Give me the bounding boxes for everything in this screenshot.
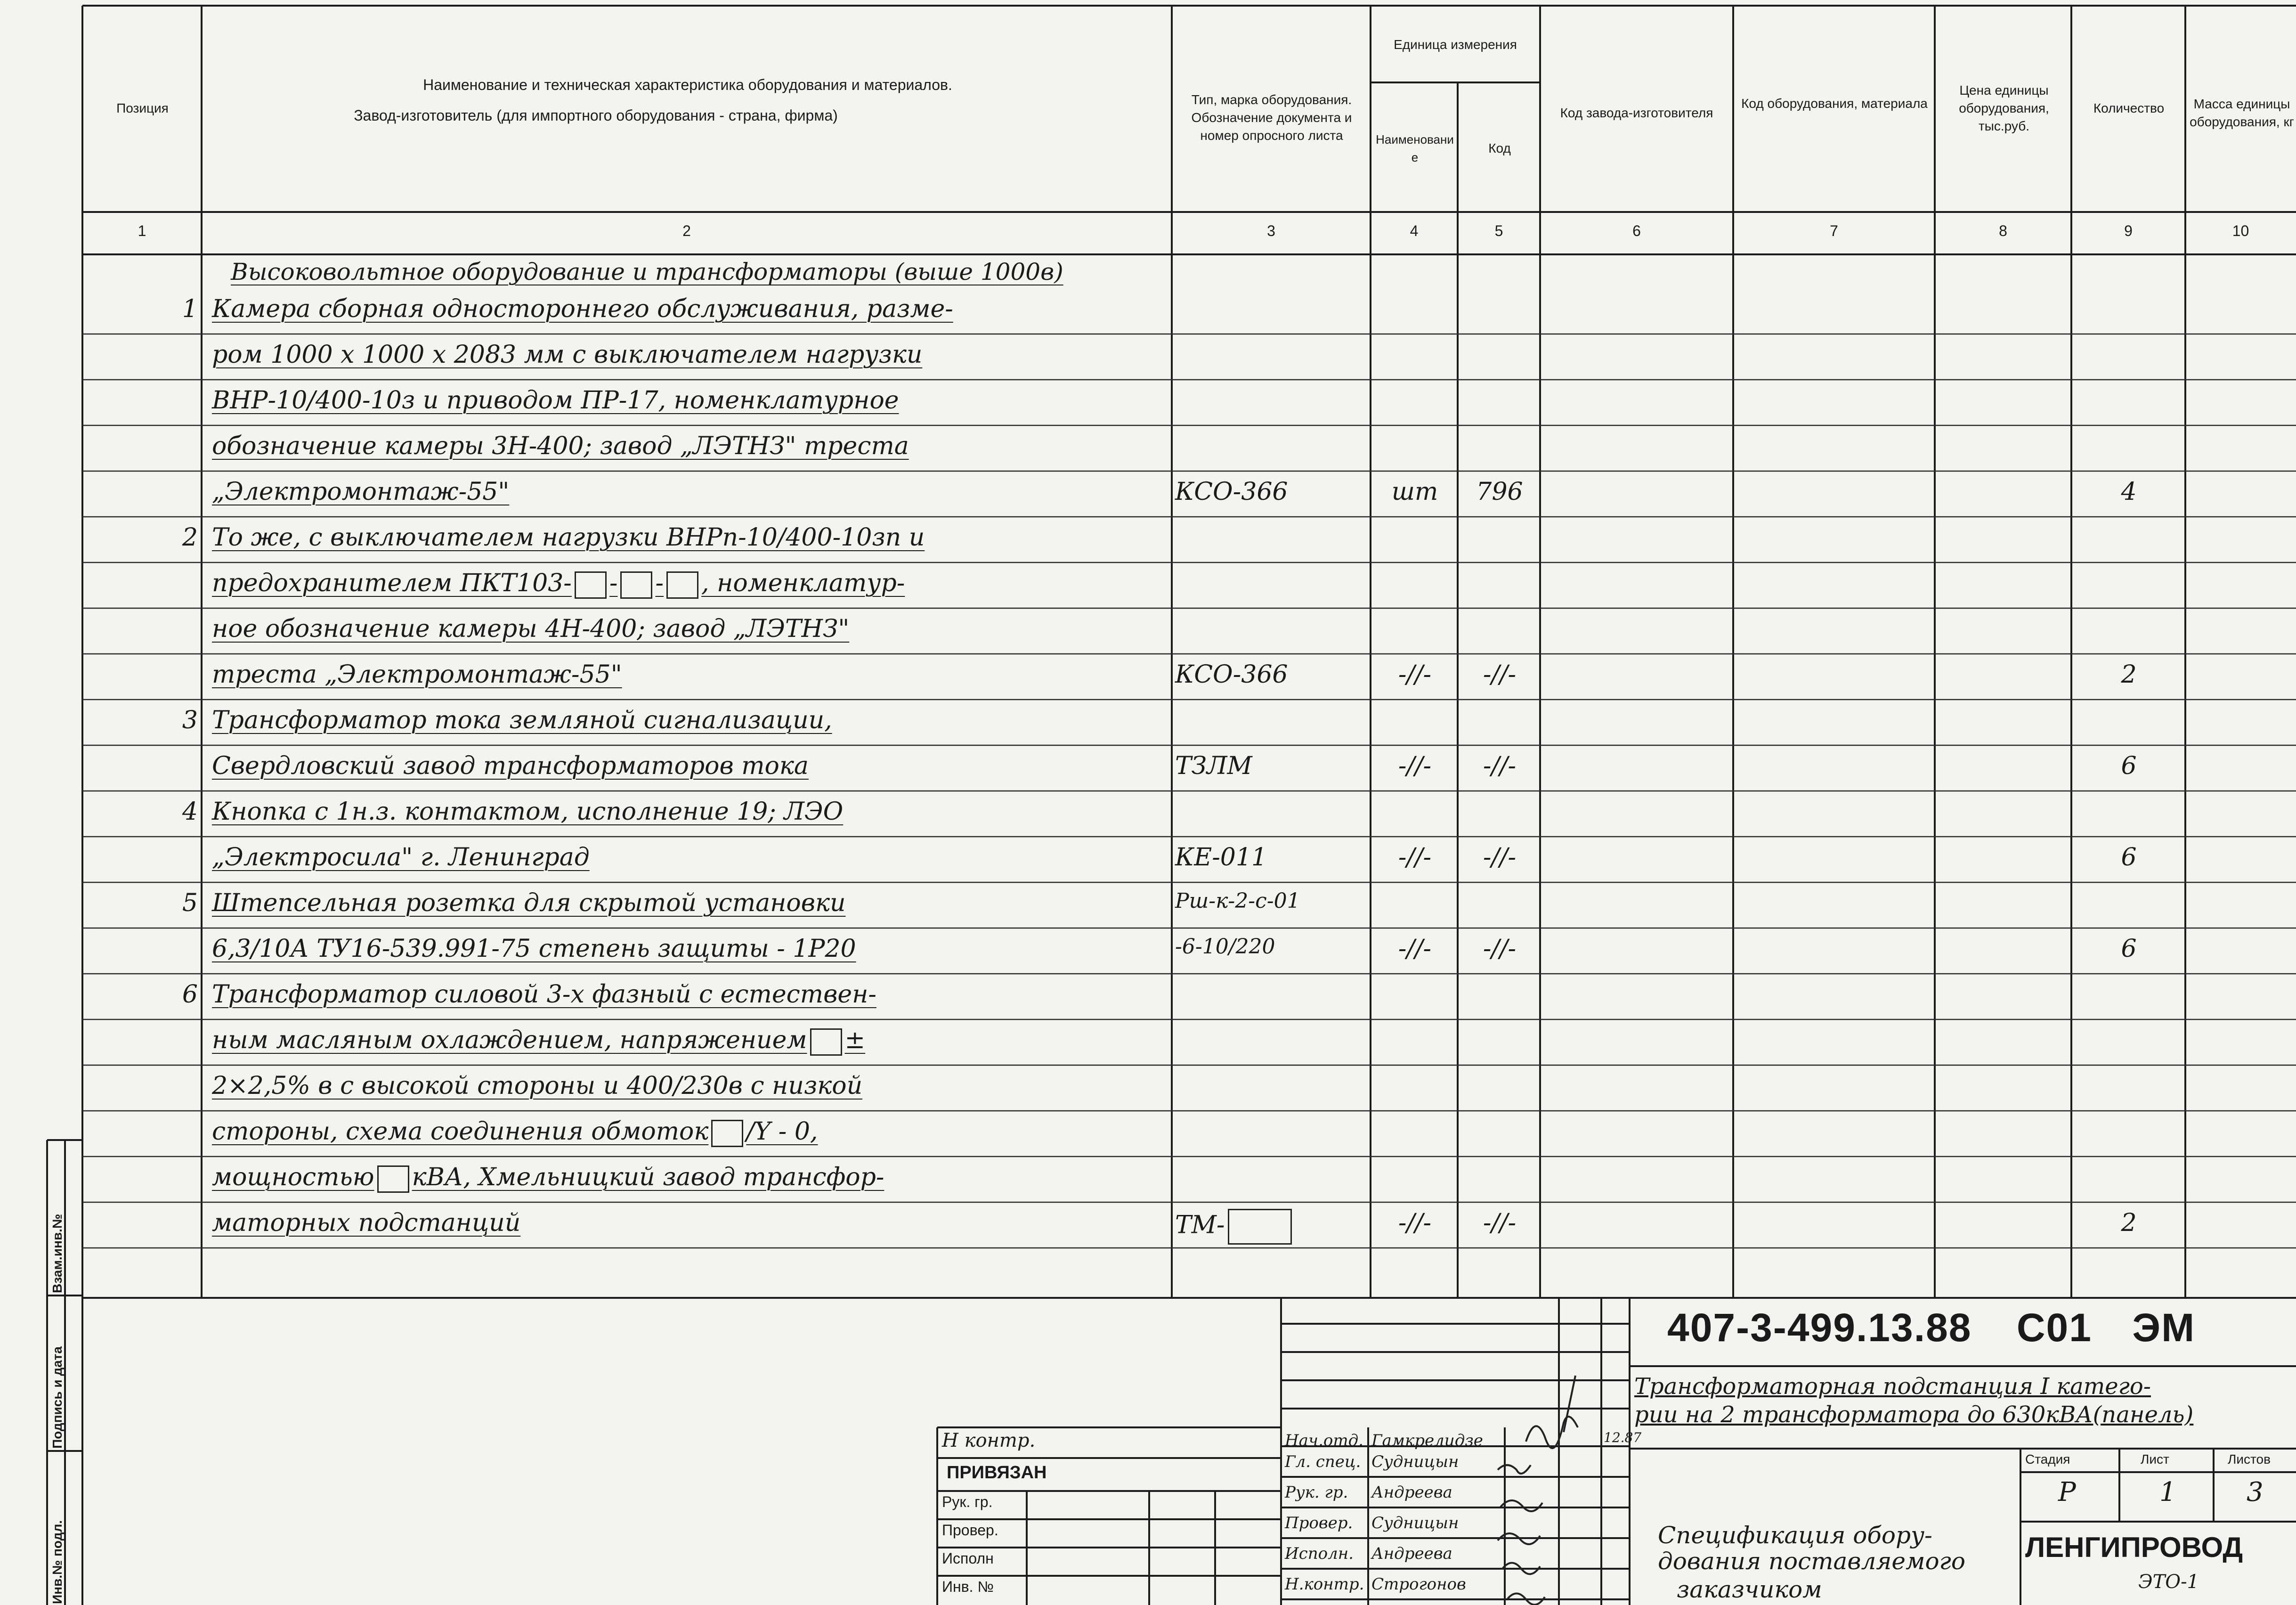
approval-name: Андреева bbox=[1371, 1544, 1452, 1563]
blank-box bbox=[620, 571, 652, 599]
row-description bbox=[212, 752, 809, 780]
column-number: 2 bbox=[682, 222, 691, 239]
row-quantity: 6 bbox=[2121, 843, 2137, 872]
sheet-title-line3: заказчиком bbox=[1677, 1576, 1822, 1603]
dash: - bbox=[655, 569, 664, 597]
column-number: 9 bbox=[2124, 222, 2133, 239]
row-description bbox=[212, 432, 909, 460]
approval-name: Гамкрелидзе bbox=[1371, 1431, 1483, 1450]
n-kontr-label: Н контр. bbox=[942, 1430, 1036, 1451]
blank-box bbox=[377, 1165, 409, 1193]
column-number: 4 bbox=[1410, 222, 1419, 239]
row-unit: шт bbox=[1391, 478, 1438, 506]
row-type: КСО-366 bbox=[1175, 660, 1288, 689]
row-description bbox=[212, 523, 925, 552]
column-number: 8 bbox=[1999, 222, 2007, 239]
row-description-text: Камера сборная одностороннего обслуживания, разме- bbox=[212, 295, 953, 323]
row-description-text: предохранителем ПКТ103- bbox=[212, 569, 572, 597]
row-description bbox=[212, 1209, 520, 1237]
header-equip-code: Код оборудования, материала bbox=[1741, 96, 1928, 111]
stage-value: Р bbox=[2058, 1477, 2076, 1507]
row-description-tail: кВА, Хмельницкий завод трансфор- bbox=[412, 1163, 884, 1191]
row-description bbox=[212, 889, 846, 917]
organization-code: ЭТО-1 bbox=[2138, 1571, 2199, 1593]
column-number: 10 bbox=[2232, 222, 2249, 239]
row-type: КЕ-011 bbox=[1175, 843, 1267, 872]
row-description bbox=[212, 478, 509, 506]
approval-role: Рук. гр. bbox=[1285, 1483, 1348, 1502]
row-description-tail: , номенклатур- bbox=[701, 569, 905, 597]
row-description-tail: /Y - 0, bbox=[746, 1117, 818, 1146]
row-quantity: 4 bbox=[2121, 478, 2137, 506]
approval-role: Исполн. bbox=[1285, 1544, 1354, 1563]
row-unit: -//- bbox=[1398, 1209, 1432, 1237]
approval-name: Судницын bbox=[1371, 1514, 1459, 1532]
row-unit: -//- bbox=[1398, 752, 1432, 780]
row-description-text: стороны, схема соединения обмоток bbox=[212, 1117, 709, 1146]
stage-label: Стадия bbox=[2025, 1452, 2070, 1466]
row-type: ТЗЛМ bbox=[1175, 752, 1252, 780]
row-description bbox=[212, 660, 622, 689]
approval-role: Нач.отд. bbox=[1285, 1431, 1363, 1450]
blank-box bbox=[575, 571, 607, 599]
row-description-text: Трансформатор силовой 3-х фазный с естествен- bbox=[212, 980, 876, 1009]
row-unit: -//- bbox=[1398, 660, 1432, 689]
header-unit-group: Единица измерения bbox=[1394, 37, 1517, 52]
column-number: 7 bbox=[1830, 222, 1838, 239]
project-title-line2: рии на 2 трансформатора до 630кВА(панель) bbox=[1634, 1401, 2194, 1428]
row-description bbox=[212, 295, 953, 323]
sheet-title-line2: дования поставляемого bbox=[1658, 1548, 1965, 1575]
approval-date: 12.87 bbox=[1604, 1430, 1642, 1445]
column-number: 3 bbox=[1267, 222, 1275, 239]
column-number: 5 bbox=[1494, 222, 1503, 239]
sheet-label: Лист bbox=[2141, 1452, 2169, 1466]
sheets-value: 3 bbox=[2247, 1477, 2264, 1507]
row-description bbox=[212, 615, 849, 643]
row-description-text: То же, с выключателем нагрузки ВНРп-10/400-10зп и bbox=[212, 523, 925, 552]
approval-role: Н.контр. bbox=[1285, 1575, 1364, 1594]
row-description bbox=[212, 1072, 862, 1100]
project-title-line1: Трансформаторная подстанция I катего- bbox=[1634, 1373, 2151, 1400]
header-plant-code: Код завода-изготовителя bbox=[1560, 106, 1713, 120]
sheet-title-line1: Спецификация обору- bbox=[1658, 1522, 1932, 1549]
row-description-text: треста „Электромонтаж-55" bbox=[212, 660, 622, 689]
doc-code-suffix: С01 bbox=[2016, 1305, 2092, 1350]
row-description bbox=[212, 386, 899, 415]
row-description-text: Штепсельная розетка для скрытой установки bbox=[212, 889, 846, 917]
header-name-line2: Завод-изготовитель (для импортного оборудования - страна, фирма) bbox=[354, 107, 838, 124]
row-description-text: Свердловский завод трансформаторов тока bbox=[212, 752, 809, 780]
row-description bbox=[212, 1117, 818, 1147]
header-unit-name: Наименование bbox=[1376, 132, 1454, 164]
row-position: 1 bbox=[182, 295, 198, 323]
row-type: -6-10/220 bbox=[1175, 935, 1275, 959]
row-position: 6 bbox=[182, 980, 198, 1009]
section-title: Высоковольтное оборудование и трансформаторы (выше 1000в) bbox=[231, 258, 1063, 285]
blank-box bbox=[810, 1028, 842, 1056]
row-unit-code: -//- bbox=[1483, 1209, 1517, 1237]
header-qty: Количество bbox=[2093, 101, 2165, 115]
row-type: КСО-366 bbox=[1175, 478, 1288, 506]
left-role-label: Инв. № bbox=[942, 1578, 994, 1595]
row-description bbox=[212, 1163, 884, 1193]
header-price: Цена единицы оборудования, тыс.руб. bbox=[1959, 83, 2049, 133]
row-description bbox=[212, 341, 922, 369]
row-position: 4 bbox=[182, 798, 198, 826]
blank-box bbox=[666, 571, 698, 599]
row-description-text: 6,3/10А ТУ16-539.991-75 степень защиты - 1Р20 bbox=[212, 935, 856, 963]
header-name-line1: Наименование и техническая характеристика оборудования и материалов. bbox=[423, 76, 952, 93]
side-label-signature-date: Подпись и дата bbox=[50, 1346, 65, 1449]
header-position: Позиция bbox=[116, 101, 169, 115]
row-description-text: Трансформатор тока земляной сигнализации, bbox=[212, 706, 832, 734]
row-description-tail: ± bbox=[844, 1026, 866, 1054]
row-description bbox=[212, 798, 843, 826]
blank-box bbox=[1228, 1209, 1292, 1245]
doc-code-mark: ЭМ bbox=[2132, 1305, 2196, 1350]
organization: ЛЕНГИПРОВОД bbox=[2025, 1532, 2243, 1563]
row-description-text: маторных подстанций bbox=[212, 1209, 521, 1237]
dash: - bbox=[609, 569, 618, 597]
row-unit: -//- bbox=[1398, 843, 1432, 872]
blank-box bbox=[711, 1120, 743, 1147]
sheets-label: Листов bbox=[2228, 1452, 2271, 1466]
row-quantity: 2 bbox=[2121, 1209, 2137, 1237]
row-description-text: ром 1000 х 1000 х 2083 мм с выключателем нагрузки bbox=[212, 341, 923, 369]
privyazan-label: ПРИВЯЗАН bbox=[947, 1463, 1047, 1483]
row-quantity: 2 bbox=[2121, 660, 2137, 689]
row-description-text: „Электросила" г. Ленинград bbox=[212, 843, 590, 872]
doc-code-number: 407-3-499.13.88 bbox=[1667, 1305, 1972, 1350]
left-role-label: Рук. гр. bbox=[942, 1493, 993, 1510]
row-type: Рш-к-2-с-01 bbox=[1175, 889, 1300, 913]
sheet-value: 1 bbox=[2159, 1477, 2176, 1507]
row-unit-code: 796 bbox=[1476, 478, 1523, 506]
row-description bbox=[212, 935, 856, 963]
approval-role: Гл. спец. bbox=[1285, 1452, 1361, 1471]
row-description-text: ным масляным охлаждением, напряжением bbox=[212, 1026, 807, 1054]
row-position: 5 bbox=[182, 889, 198, 917]
row-position: 2 bbox=[182, 523, 198, 552]
column-number: 1 bbox=[138, 222, 146, 239]
row-description bbox=[212, 569, 905, 599]
row-description bbox=[212, 980, 876, 1009]
row-quantity: 6 bbox=[2121, 935, 2137, 963]
row-description-text: 2×2,5% в с высокой стороны и 400/230в с низкой bbox=[212, 1072, 863, 1100]
row-unit-code: -//- bbox=[1483, 660, 1517, 689]
row-unit-code: -//- bbox=[1483, 843, 1517, 872]
side-label-inv-original: Инв.№ подл. bbox=[50, 1520, 65, 1604]
column-number: 6 bbox=[1632, 222, 1641, 239]
row-description bbox=[212, 1026, 865, 1056]
header-unit-code: Код bbox=[1488, 141, 1511, 155]
header-mass: Масса единицы оборудования, кг bbox=[2190, 97, 2294, 129]
approval-name: Судницын bbox=[1371, 1452, 1459, 1471]
row-description bbox=[212, 843, 590, 872]
row-unit-code: -//- bbox=[1483, 935, 1517, 963]
side-label-replace-inv: Взам.инв.№ bbox=[50, 1214, 65, 1293]
left-role-label: Провер. bbox=[942, 1522, 998, 1539]
left-role-label: Исполн bbox=[942, 1550, 994, 1567]
approval-name: Андреева bbox=[1371, 1483, 1452, 1502]
row-description bbox=[212, 706, 832, 734]
row-unit-code: -//- bbox=[1483, 752, 1517, 780]
row-description-text: „Электромонтаж-55" bbox=[212, 478, 510, 506]
approval-name: Строгонов bbox=[1371, 1575, 1466, 1594]
header-type: Тип, марка оборудования. Обозначение документа и номер опросного листа bbox=[1191, 92, 1352, 143]
doc-code bbox=[1667, 1305, 2195, 1351]
row-description-text: ное обозначение камеры 4Н-400; завод „ЛЭТНЗ" bbox=[212, 615, 850, 643]
row-description-text: мощностью bbox=[212, 1163, 374, 1191]
row-quantity: 6 bbox=[2121, 752, 2137, 780]
row-unit: -//- bbox=[1398, 935, 1432, 963]
row-description-text: ВНР-10/400-10з и приводом ПР-17, номенклатурное bbox=[212, 386, 899, 415]
row-description-text: Кнопка с 1н.з. контактом, исполнение 19; ЛЭО bbox=[212, 798, 844, 826]
row-position: 3 bbox=[182, 706, 198, 734]
approval-role: Провер. bbox=[1285, 1514, 1353, 1532]
row-type: ТМ- bbox=[1175, 1209, 1368, 1245]
row-description-text: обозначение камеры 3Н-400; завод „ЛЭТНЗ" треста bbox=[212, 432, 909, 460]
